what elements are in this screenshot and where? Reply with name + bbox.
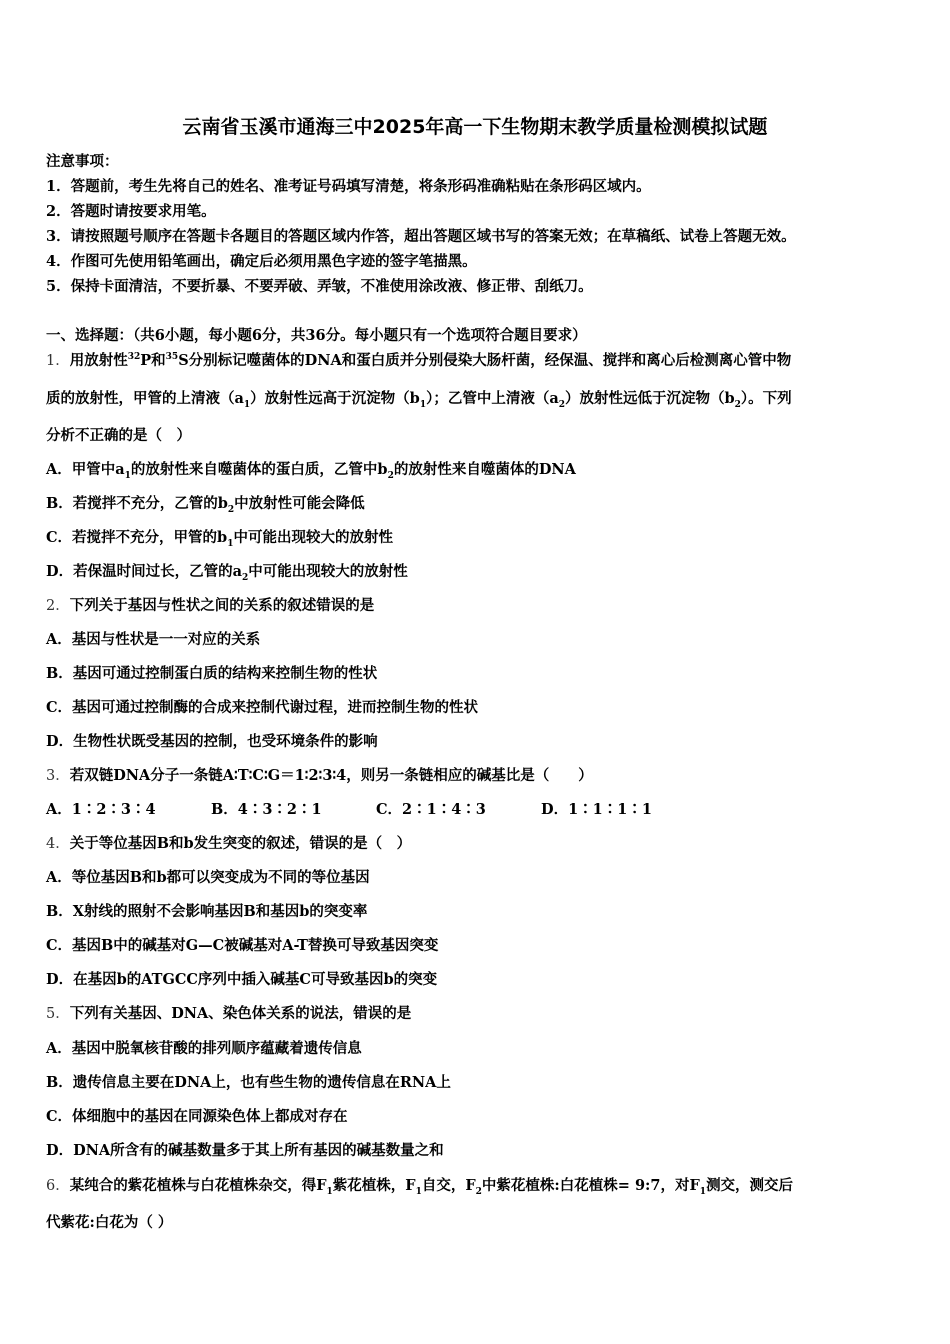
q1-sub: 1 [227,538,234,549]
q1-option-text: A．甲管中a [46,461,125,478]
q3-option-a: A．1∶2∶3∶4 [46,801,156,818]
q1-option-text: 的放射性来自噬菌体的DNA [393,461,576,478]
notice-item-3: 3．请按照题号顺序在答题卡各题目的答题区域内作答，超出答题区域书写的答案无效；在草稿纸、试卷上答题无效。 [46,228,796,245]
notice-item-4: 4．作图可先使用铅笔画出，确定后必须用黑色字迹的签字笔描黑。 [46,253,477,270]
q1-stem-line-2 [46,389,920,409]
notice-item-1: 1．答题前，考生先将自己的姓名、准考证号码填写清楚，将条形码准确粘贴在条形码区域内。 [46,178,651,195]
q2-number: 2． [46,598,70,614]
q1-sup-32: 32 [127,352,141,363]
q2-option-c: C．基因可通过控制酶的合成来控制代谢过程，进而控制生物的性状 [46,699,479,716]
q5-option-d: D．DNA所含有的碱基数量多于其上所有基因的碱基数量之和 [46,1142,444,1159]
q3-text: 若双链DNA分子一条链A∶T∶C∶G＝1∶2∶3∶4，则另一条链相应的碱基比是（ ） [69,767,593,784]
q6-stem-line-2: 代紫花:白花为（ ） [46,1214,173,1231]
q1-option-a [46,460,920,480]
notice-heading: 注意事项： [46,153,119,170]
q1-number: 1． [46,353,70,369]
q1-sub: 2 [387,470,394,481]
q1-sub: 2 [558,399,565,410]
q3-option-b: B．4∶3∶2∶1 [211,801,322,818]
q1-option-text: 的放射性来自噬菌体的蛋白质，乙管中b [130,461,388,478]
q1-sub: 2 [227,504,235,515]
q5-option-b: B．遗传信息主要在DNA上，也有些生物的遗传信息在RNA上 [46,1074,451,1091]
q6-sub: 2 [475,1186,482,1197]
q6-sub: 1 [415,1186,422,1197]
q1-sub: 1 [419,399,427,410]
q6-text: 中紫花植株:白花植株= 9:7，对F [481,1177,700,1194]
q1-option-b [46,494,920,514]
q5-text: 下列有关基因、DNA、染色体关系的说法，错误的是 [69,1005,412,1022]
q1-option-text: 中可能出现较大的放射性 [248,563,408,580]
section-heading: 一、选择题：（共6小题，每小题6分，共36分。每小题只有一个选项符合题目要求） [46,327,587,344]
q1-text: ）；乙管中上清液（a [426,390,559,407]
q3-stem [46,766,920,786]
exam-title: 云南省玉溪市通海三中2025年高一下生物期末教学质量检测模拟试题 [182,116,768,138]
q4-option-a: A．等位基因B和b都可以突变成为不同的等位基因 [46,869,370,886]
notice-item-2: 2．答题时请按要求用笔。 [46,203,216,220]
q4-option-c: C．基因B中的碱基对G—C被碱基对A-T替换可导致基因突变 [46,937,439,954]
q1-sub: 2 [241,572,249,583]
q3-options [46,800,920,820]
q6-stem-line-1 [46,1176,920,1196]
q2-text: 下列关于基因与性状之间的关系的叙述错误的是 [69,597,375,614]
q1-option-text: 中放射性可能会降低 [234,495,365,512]
q1-sup-35: 35 [165,352,179,363]
q1-text: ）放射性远低于沉淀物（b [565,390,735,407]
q1-text: ）。下列 [740,390,792,407]
q1-stem-line-3: 分析不正确的是（ ） [46,427,191,444]
q1-sub: 2 [734,399,741,410]
q1-text: S分别标记噬菌体的DNA和蛋白质并分别侵染大肠杆菌，经保温、搅拌和离心后检测离心管中物 [178,352,792,369]
q6-text: 自交，F [421,1177,476,1194]
q1-sub: 1 [243,399,251,410]
q6-sub: 1 [326,1186,333,1197]
q2-option-d: D．生物性状既受基因的控制，也受环境条件的影响 [46,733,378,750]
q1-option-c [46,528,920,548]
q5-stem [46,1004,920,1024]
q4-number: 4． [46,836,70,852]
q1-option-text: B．若搅拌不充分，乙管的b [46,495,228,512]
q1-option-text: 中可能出现较大的放射性 [233,529,393,546]
q3-option-c: C．2∶1∶4∶3 [376,801,486,818]
q2-stem [46,596,920,616]
q3-number: 3． [46,768,70,784]
q4-text: 关于等位基因B和b发生突变的叙述，错误的是（ ） [69,835,412,852]
q4-option-b: B．X射线的照射不会影响基因B和基因b的突变率 [46,903,368,920]
q3-option-d: D．1∶1∶1∶1 [541,801,652,818]
q2-option-a: A．基因与性状是一一对应的关系 [46,631,261,648]
q1-text: P和 [140,352,166,369]
q2-option-b: B．基因可通过控制蛋白质的结构来控制生物的性状 [46,665,378,682]
q1-text: 用放射性 [69,352,128,369]
q4-option-d: D．在基因b的ATGCC序列中插入碱基C可导致基因b的突变 [46,971,438,988]
q1-option-text: D．若保温时间过长，乙管的a [46,563,242,580]
q5-number: 5． [46,1006,70,1022]
q1-text: ）放射性远高于沉淀物（b [250,390,420,407]
q1-option-text: C．若搅拌不充分，甲管的b [46,529,228,546]
q5-option-c: C．体细胞中的基因在同源染色体上都成对存在 [46,1108,348,1125]
q6-text: 某纯合的紫花植株与白花植株杂交，得F [69,1177,327,1194]
notice-item-5: 5．保持卡面清洁，不要折暴、不要弄破、弄皱，不准使用涂改液、修正带、刮纸刀。 [46,278,593,295]
q4-stem [46,834,920,854]
q5-option-a: A．基因中脱氧核苷酸的排列顺序蕴藏着遗传信息 [46,1040,362,1057]
q1-option-d [46,562,920,582]
q1-stem-line-1 [46,351,920,371]
q6-text: 测交，测交后 [706,1177,794,1194]
q6-number: 6． [46,1178,70,1194]
q1-text: 质的放射性，甲管的上清液（a [46,390,244,407]
q1-sub: 1 [124,470,131,481]
q6-sub: 1 [699,1186,707,1197]
q6-text: 紫花植株，F [332,1177,416,1194]
